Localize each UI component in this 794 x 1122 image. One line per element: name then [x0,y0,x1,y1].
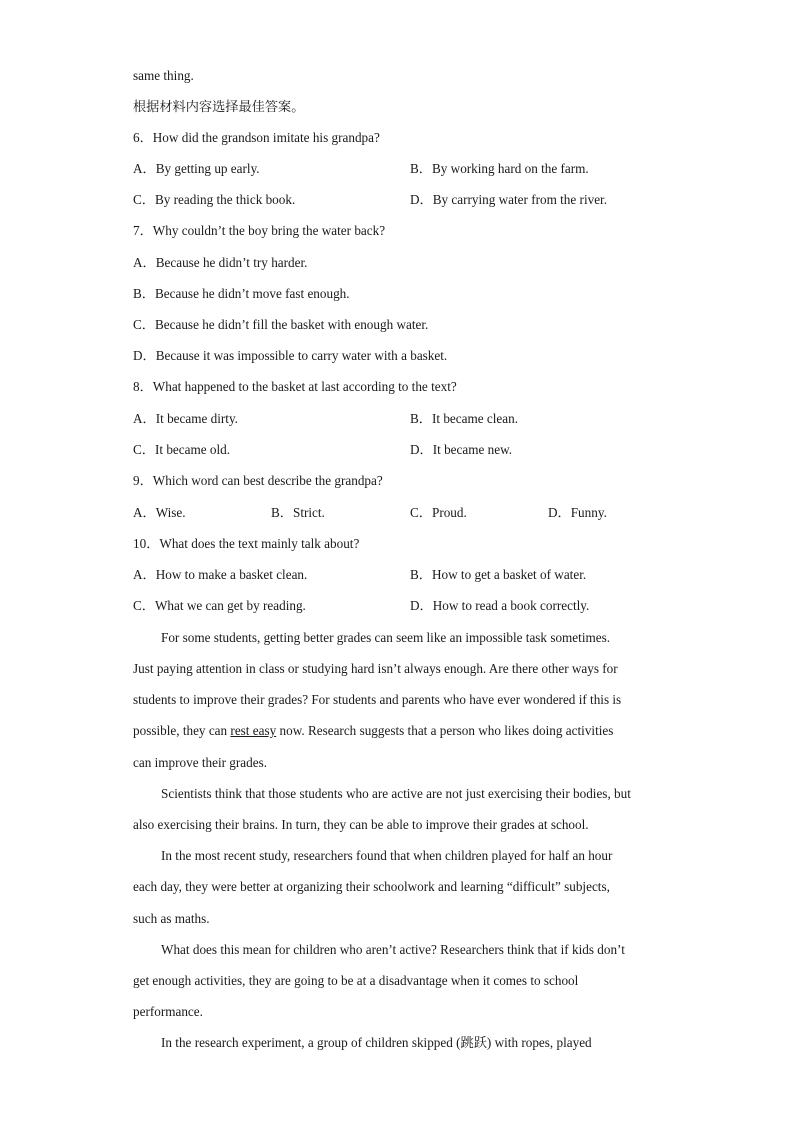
passage-p1-line4-start: possible, they can [133,723,231,738]
passage-p1-line2: Just paying attention in class or studying hard isn’t always enough. Are there other ways for [133,661,618,676]
passage-p1-line4 [133,723,613,739]
passage-p4-line2: get enough activities, they are going to be at a disadvantage when it comes to school [133,973,579,988]
question-6-option-c: C．By reading the thick book. [133,192,296,207]
passage-p3-line2: each day, they were better at organizing their schoolwork and learning “difficult” subjects, [133,879,610,894]
question-10-option-c: C．What we can get by reading. [133,598,306,613]
question-8-option-c: C．It became old. [133,442,231,457]
question-10-option-b: B．How to get a basket of water. [410,567,587,582]
question-9-stem: 9．Which word can best describe the grandpa? [133,473,383,488]
underlined-phrase: rest easy [230,723,277,738]
section-instruction: 根据材料内容选择最佳答案。 [133,99,305,114]
question-7-option-b: B．Because he didn’t move fast enough. [133,286,350,301]
question-8-option-a: A．It became dirty. [133,411,238,426]
passage-p3-line1: In the most recent study, researchers found that when children played for half an hour [161,848,613,863]
question-7-option-a: A．Because he didn’t try harder. [133,255,308,270]
question-8-option-d: D．It became new. [410,442,513,457]
passage-p4-line1: What does this mean for children who aren’t active? Researchers think that if kids don’t [161,942,625,957]
question-8-option-b: B．It became clean. [410,411,519,426]
passage-p2-line2: also exercising their brains. In turn, they can be able to improve their grades at school. [133,817,589,832]
continued-text: same thing. [133,68,194,83]
question-6-option-d: D．By carrying water from the river. [410,192,608,207]
passage-p1-line3: students to improve their grades? For students and parents who have ever wondered if this is [133,692,622,707]
question-8-stem: 8．What happened to the basket at last according to the text? [133,379,457,394]
passage-p5-line1: In the research experiment, a group of children skipped (跳跃) with ropes, played [161,1035,592,1050]
question-7-stem: 7．Why couldn’t the boy bring the water back? [133,223,386,238]
passage-p1-line4-end: now. Research suggests that a person who likes doing activities [276,723,614,738]
question-6-option-b: B．By working hard on the farm. [410,161,589,176]
question-9-option-c: C．Proud. [410,505,467,520]
question-10-option-a: A．How to make a basket clean. [133,567,308,582]
passage-p4-line3: performance. [133,1004,203,1019]
passage-p1-line1: For some students, getting better grades can seem like an impossible task sometimes. [161,630,611,645]
passage-p2-line1: Scientists think that those students who are active are not just exercising their bodies, but [161,786,631,801]
question-7-option-c: C．Because he didn’t fill the basket with enough water. [133,317,429,332]
passage-p1-line5: can improve their grades. [133,755,268,770]
question-10-stem: 10．What does the text mainly talk about? [133,536,360,551]
question-9-option-a: A．Wise. [133,505,186,520]
passage-p3-line3: such as maths. [133,911,210,926]
question-6-option-a: A．By getting up early. [133,161,260,176]
question-10-option-d: D．How to read a book correctly. [410,598,590,613]
question-9-option-b: B．Strict. [271,505,325,520]
question-9-option-d: D．Funny. [548,505,607,520]
question-7-option-d: D．Because it was impossible to carry water with a basket. [133,348,448,363]
question-6-stem: 6．How did the grandson imitate his grandpa? [133,130,380,145]
